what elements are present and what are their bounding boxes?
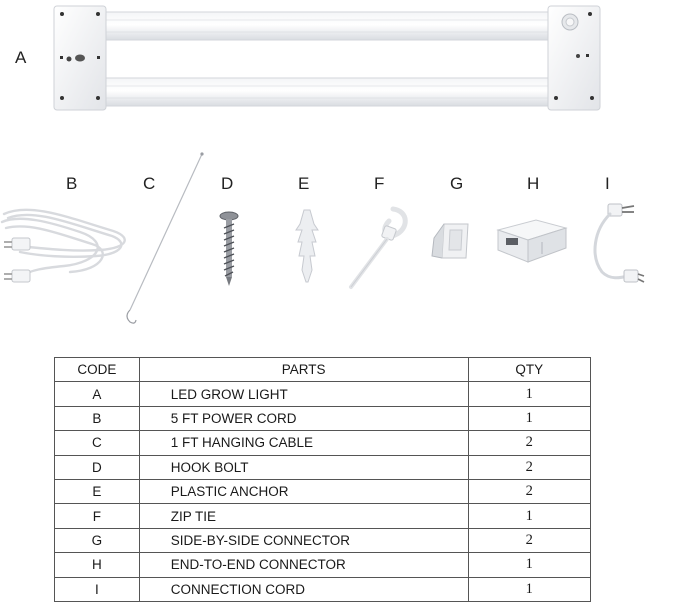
cell-qty: 1: [468, 553, 590, 577]
cell-part: 1 FT HANGING CABLE: [139, 431, 468, 455]
table-row: [55, 504, 591, 528]
label-h: H: [527, 174, 540, 193]
cell-part: SIDE-BY-SIDE CONNECTOR: [139, 528, 468, 552]
cell-qty: 1: [468, 382, 590, 406]
header-qty: QTY: [468, 358, 590, 382]
cell-part: PLASTIC ANCHOR: [139, 479, 468, 503]
cell-qty: 2: [468, 431, 590, 455]
cell-qty: 1: [468, 406, 590, 430]
cell-code: D: [55, 455, 140, 479]
hook-bolt-image: [214, 210, 244, 288]
cell-part: CONNECTION CORD: [139, 577, 468, 601]
cell-part: ZIP TIE: [139, 504, 468, 528]
table-row: [55, 406, 591, 430]
cell-qty: 1: [468, 577, 590, 601]
cell-code: H: [55, 553, 140, 577]
cell-code: G: [55, 528, 140, 552]
cell-code: B: [55, 406, 140, 430]
cell-part: END-TO-END CONNECTOR: [139, 553, 468, 577]
table-row: [55, 455, 591, 479]
cell-qty: 2: [468, 528, 590, 552]
cell-code: E: [55, 479, 140, 503]
cell-part: HOOK BOLT: [139, 455, 468, 479]
cell-qty: 2: [468, 455, 590, 479]
cell-qty: 1: [468, 504, 590, 528]
connection-cord-image: [588, 200, 648, 295]
hanging-cable-image: [120, 150, 210, 328]
table-row: [55, 577, 591, 601]
label-a: A: [15, 48, 27, 67]
cell-qty: 2: [468, 479, 590, 503]
zip-tie-image: [343, 203, 413, 293]
label-b: B: [66, 174, 78, 193]
cell-part: LED GROW LIGHT: [139, 382, 468, 406]
table-header-row: [55, 358, 591, 382]
header-parts: PARTS: [139, 358, 468, 382]
label-i: I: [605, 174, 610, 193]
table-row: [55, 479, 591, 503]
table-row: [55, 382, 591, 406]
end-to-end-connector-image: [492, 214, 572, 268]
led-grow-light-image: [50, 2, 610, 114]
label-d: D: [221, 174, 234, 193]
table-row: [55, 528, 591, 552]
label-g: G: [450, 174, 464, 193]
label-e: E: [298, 174, 310, 193]
table-row: [55, 431, 591, 455]
plastic-anchor-image: [290, 206, 324, 286]
cell-code: C: [55, 431, 140, 455]
cell-code: F: [55, 504, 140, 528]
cell-part: 5 FT POWER CORD: [139, 406, 468, 430]
header-code: CODE: [55, 358, 140, 382]
side-by-side-connector-image: [426, 218, 476, 268]
label-c: C: [143, 174, 156, 193]
table-row: [55, 553, 591, 577]
parts-table: [54, 357, 591, 602]
cell-code: A: [55, 382, 140, 406]
cell-code: I: [55, 577, 140, 601]
label-f: F: [374, 174, 385, 193]
power-cord-image: [0, 200, 135, 295]
